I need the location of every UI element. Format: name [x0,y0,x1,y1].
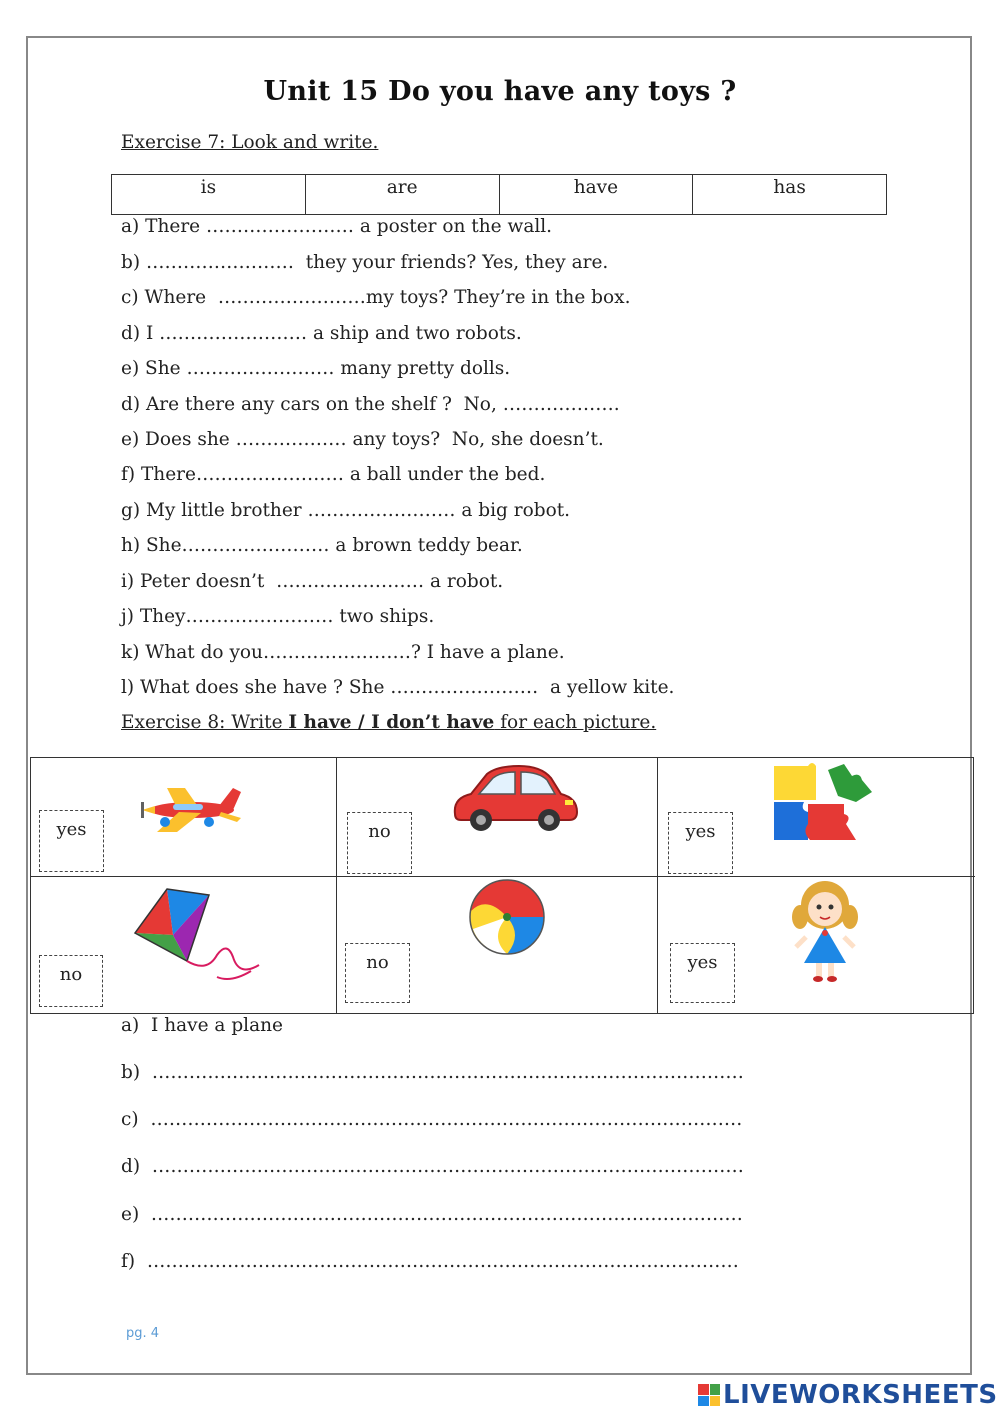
question-line[interactable]: j) They…………………… two ships. [121,606,435,627]
question-line[interactable]: c) Where ……………………my toys? They’re in the box. [121,287,631,308]
question-line[interactable]: d) Are there any cars on the shelf ? No, ………………. [121,394,620,415]
question-line[interactable]: b) …………………… they your friends? Yes, they are. [121,252,609,273]
kite-icon [131,885,266,985]
answer-label: yes [685,821,716,842]
answer-box[interactable] [347,812,412,874]
picture-cell [31,877,337,1013]
word-bank-item: have [500,175,694,214]
answer-label: no [59,964,83,985]
liveworksheets-logo[interactable] [698,1380,998,1410]
page-number: pg. 4 [126,1326,160,1341]
answer-line[interactable]: b) …………………………………………………………………………………… [121,1062,744,1083]
answer-label: no [368,821,391,842]
word-bank-item: are [306,175,500,214]
question-line[interactable]: d) I …………………… a ship and two robots. [121,323,522,344]
answer-box[interactable] [39,810,104,872]
question-line[interactable]: i) Peter doesn’t …………………… a robot. [121,571,504,592]
picture-cell [337,877,658,1013]
answer-line[interactable]: f) …………………………………………………………………………………… [121,1251,739,1272]
answer-label: yes [56,819,87,840]
exercise-8-heading [121,712,656,733]
picture-cell [31,758,337,877]
answer-label: yes [687,952,718,973]
exercise-8-heading-bold: I have / I don’t have [288,712,495,733]
brand-logo-icon [698,1384,720,1406]
car-icon [449,764,581,834]
answer-box[interactable] [670,943,735,1003]
answer-line[interactable]: e) …………………………………………………………………………………… [121,1204,743,1225]
question-line[interactable]: l) What does she have ? She …………………… a yellow kite. [121,677,675,698]
question-line[interactable]: g) My little brother …………………… a big robot. [121,500,571,521]
picture-cell [337,758,658,877]
picture-cell [658,877,975,1013]
puzzle-icon [772,762,876,842]
picture-grid [30,757,974,1014]
question-line[interactable]: a) There …………………… a poster on the wall. [121,216,553,237]
doll-icon [786,877,864,989]
exercise-7-heading: Exercise 7: Look and write. [121,132,379,153]
answer-box[interactable] [39,955,103,1007]
word-bank-item: is [112,175,306,214]
ball-icon [467,877,547,957]
airplane-icon [137,780,247,836]
brand-name: LIVEWORKSHEETS [723,1380,998,1410]
page-title: Unit 15 Do you have any toys ? [263,76,737,107]
word-bank [111,174,887,215]
exercise-8-heading-prefix: Exercise 8: Write [121,712,289,733]
question-line[interactable]: e) Does she ……………… any toys? No, she doesn’t. [121,429,604,450]
answer-box[interactable] [668,812,733,874]
question-line[interactable]: f) There…………………… a ball under the bed. [121,464,546,485]
answer-label: no [366,952,389,973]
question-line[interactable]: k) What do you……………………? I have a plane. [121,642,565,663]
picture-cell [658,758,975,877]
answer-box[interactable] [345,943,410,1003]
answer-line[interactable]: c) …………………………………………………………………………………… [121,1109,743,1130]
answer-line[interactable]: d) …………………………………………………………………………………… [121,1156,744,1177]
question-line[interactable]: h) She…………………… a brown teddy bear. [121,535,523,556]
word-bank-item: has [773,177,806,198]
answer-line[interactable]: a) I have a plane [121,1015,283,1036]
question-line[interactable]: e) She …………………… many pretty dolls. [121,358,511,379]
exercise-8-heading-suffix: for each picture. [494,712,657,733]
